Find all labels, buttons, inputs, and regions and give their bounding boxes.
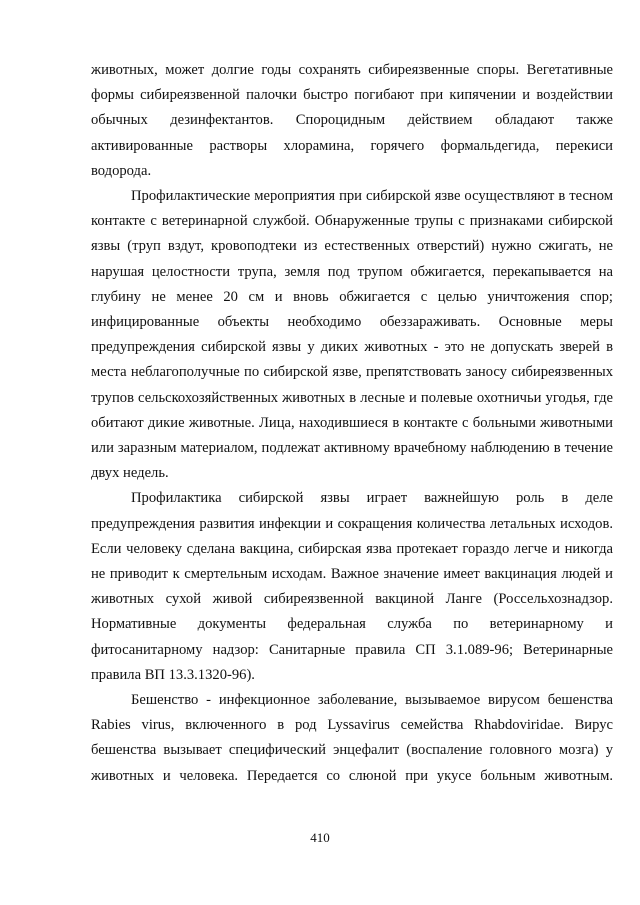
paragraph-continuation: животных, может долгие годы сохранять сибиреязвенные споры. Вегетативные формы сибиреязвенной палочки быстро погибают при кипячении и воздействии обычных дезинфектантов. Спороцидным действием обладают также активированные растворы хлорамина, горячего формальдегида, перекиси водорода.	[91, 62, 613, 179]
paragraph-prevention-measures: Профилактические мероприятия при сибирской язве осуществляют в тесном контакте с ветеринарной службой. Обнаруженные трупы с признаками сибирской язвы (труп вздут, кровоподтеки из естественных отверстий) нужно сжигать, не нарушая целостности трупа, земля под трупом обжигается, перекапывается на глубину не менее 20 см и вновь обжигается с целью уничтожения спор; инфицированные объекты необходимо обеззараживать. Основные меры предупреждения сибирской язвы у диких животных - это не допускать зверей в места неблагополучные по сибирской язве, препятствовать заносу сибиреязвенных трупов сельскохозяйственных животных в лесные и полевые охотничьи угодья, где обитают дикие животные. Лица, находившиеся в контакте с больными животными или заразным материалом, подлежат активному врачебному наблюдению в течение двух недель.	[91, 188, 613, 482]
body-text	[91, 58, 613, 789]
paragraph-rabies: Бешенство - инфекционное заболевание, вызываемое вирусом бешенства Rabies virus, включенного в род Lyssavirus семейства Rhabdoviridae. Вирус бешенства вызывает специфический энцефалит (воспаление головного мозга) у животных и человека. Передается со слюной при укусе больным животным.	[91, 692, 613, 784]
page-number: 410	[310, 830, 330, 845]
paragraph-vaccination: Профилактика сибирской язвы играет важнейшую роль в деле предупреждения развития инфекции и сокращения количества летальных исходов. Если человеку сделана вакцина, сибирская язва протекает гораздо легче и никогда не приводит к смертельным исходам. Важное значение имеет вакцинация людей и животных сухой живой сибиреязвенной вакциной Ланге (Россельхознадзор. Нормативные документы федеральная служба по ветеринарному и фитосанитарному надзор: Санитарные правила СП 3.1.089-96; Ветеринарные правила ВП 13.3.1320-96).	[91, 490, 613, 683]
